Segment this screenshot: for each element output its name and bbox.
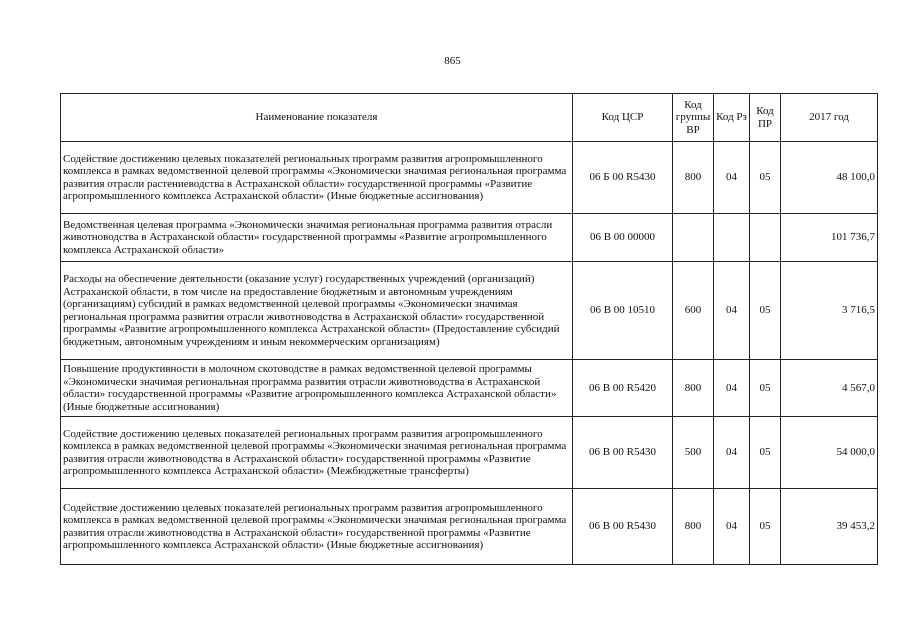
- row-rz-code: 04: [714, 142, 750, 214]
- table-header-row: [61, 94, 878, 142]
- row-vr-code: 500: [673, 417, 714, 489]
- table-row: [61, 214, 878, 262]
- row-name: Ведомственная целевая программа «Экономически значимая региональная программа развития отрасли животноводства в Астраханской области» государственной программы «Развитие агропромышленного комплекса Астраханской области»: [61, 214, 573, 262]
- row-pr-code: 05: [750, 142, 781, 214]
- row-csr-code: 06 В 00 R5430: [573, 489, 673, 565]
- header-csr-code: Код ЦСР: [573, 94, 673, 142]
- row-name: Содействие достижению целевых показателей региональных программ развития агропромышленного комплекса в рамках ведомственной целевой программы «Экономически значимая региональная программа развития отрасли растениеводства в Астраханской области» государственной программы «Развитие агропромышленного комплекса Астраханской области» (Иные бюджетные ассигнования): [61, 142, 573, 214]
- row-rz-code: 04: [714, 262, 750, 360]
- row-csr-code: 06 В 00 R5430: [573, 417, 673, 489]
- row-csr-code: 06 Б 00 R5430: [573, 142, 673, 214]
- table-row: [61, 489, 878, 565]
- row-csr-code: 06 В 00 00000: [573, 214, 673, 262]
- header-name: Наименование показателя: [61, 94, 573, 142]
- row-vr-code: 800: [673, 489, 714, 565]
- header-pr-code: Код ПР: [750, 94, 781, 142]
- header-year-2017: 2017 год: [781, 94, 878, 142]
- row-vr-code: 800: [673, 360, 714, 417]
- row-pr-code: 05: [750, 417, 781, 489]
- row-amount: 101 736,7: [781, 214, 878, 262]
- row-vr-code: [673, 214, 714, 262]
- page-number: 865: [444, 55, 461, 67]
- row-pr-code: 05: [750, 489, 781, 565]
- row-rz-code: 04: [714, 360, 750, 417]
- row-csr-code: 06 В 00 R5420: [573, 360, 673, 417]
- row-amount: 48 100,0: [781, 142, 878, 214]
- row-amount: 3 716,5: [781, 262, 878, 360]
- table-row: [61, 142, 878, 214]
- row-amount: 54 000,0: [781, 417, 878, 489]
- row-vr-code: 600: [673, 262, 714, 360]
- budget-table: [60, 93, 878, 565]
- row-pr-code: 05: [750, 262, 781, 360]
- table-row: [61, 360, 878, 417]
- row-name: Повышение продуктивности в молочном скотоводстве в рамках ведомственной целевой программы «Экономически значимая региональная программа развития отрасли животноводства в Астраханской области» государственной программы «Развитие агропромышленного комплекса Астраханской области» (Иные бюджетные ассигнования): [61, 360, 573, 417]
- row-name: Расходы на обеспечение деятельности (оказание услуг) государственных учреждений (организаций) Астраханской области, в том числе на предоставление бюджетным и автономным учреждениям (организациям) субсидий в рамках ведомственной целевой программы «Экономически значимая региональная программа развития отрасли животноводства в Астраханской области» государственной программы «Развитие агропромышленного комплекса Астраханской области» (Предоставление субсидий бюджетным, автономным учреждениям и иным некоммерческим организациям): [61, 262, 573, 360]
- row-amount: 39 453,2: [781, 489, 878, 565]
- row-rz-code: 04: [714, 417, 750, 489]
- header-rz-code: Код Рз: [714, 94, 750, 142]
- row-rz-code: [714, 214, 750, 262]
- row-rz-code: 04: [714, 489, 750, 565]
- table-row: [61, 262, 878, 360]
- row-name: Содействие достижению целевых показателей региональных программ развития агропромышленного комплекса в рамках ведомственной целевой программы «Экономически значимая региональная программа развития отрасли животноводства в Астраханской области» государственной программы «Развитие агропромышленного комплекса Астраханской области» (Межбюджетные трансферты): [61, 417, 573, 489]
- row-csr-code: 06 В 00 10510: [573, 262, 673, 360]
- header-vr-code: Код группы ВР: [673, 94, 714, 142]
- row-pr-code: [750, 214, 781, 262]
- row-vr-code: 800: [673, 142, 714, 214]
- row-amount: 4 567,0: [781, 360, 878, 417]
- row-name: Содействие достижению целевых показателей региональных программ развития агропромышленного комплекса в рамках ведомственной целевой программы «Экономически значимая региональная программа развития отрасли животноводства в Астраханской области» государственной программы «Развитие агропромышленного комплекса Астраханской области» (Иные бюджетные ассигнования): [61, 489, 573, 565]
- row-pr-code: 05: [750, 360, 781, 417]
- table-row: [61, 417, 878, 489]
